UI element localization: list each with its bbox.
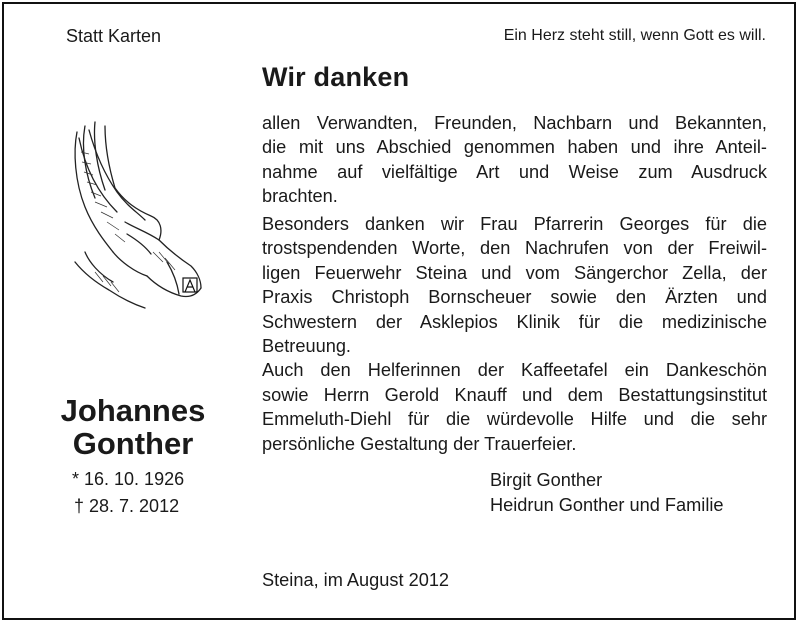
paragraph-line: persönliche Gestaltung der Trauerfeier. [262,433,577,454]
paragraph-line: Besonders danken wir Frau Pfarrerin Georges für die [262,214,767,234]
header-left: Statt Karten [66,26,162,46]
deceased-first-name: Johannes [60,393,206,428]
place-date: Steina, im August 2012 [262,570,450,590]
header-right: Ein Herz steht still, wenn Gott es will. [503,27,766,44]
heading: Wir danken [262,62,410,92]
paragraph-line: Auch den Helferinnen der Kaffeetafel ein Dankeschön [262,360,767,381]
birth-date: * 16. 10. 1926 [72,469,185,489]
paragraph-line: Praxis Christoph Bornscheuer sowie den Ärzten und [262,287,767,308]
paragraph-line: brachten. [262,186,338,207]
paragraph-line: sowie Herrn Gerold Knauff und dem Bestattungsinstitut [262,384,767,405]
paragraph-line: Betreuung. [262,336,351,357]
signature-line: Birgit Gonther [490,470,603,490]
deceased-last-name: Gonther [72,426,194,461]
paragraph-line: nahme auf vielfältige Art und Weise zum Ausdruck [262,161,767,182]
paragraph-special-thanks [262,212,767,456]
paragraph-thanks [262,111,767,209]
paragraph-line: Schwestern der Asklepios Klinik für die medizinische [262,311,767,332]
paragraph-line: trostspendenden Worte, den Nachrufen von der Freiwil- [262,238,767,259]
death-date: † 28. 7. 2012 [74,496,180,516]
paragraph-line: allen Verwandten, Freunden, Nachbarn und Bekannten, [262,113,767,133]
praying-hands-icon [55,112,215,322]
paragraph-line: ligen Feuerwehr Steina und vom Sängerchor Zella, der [262,262,767,283]
paragraph-line: Emmeluth-Diehl für die würdevolle Hilfe und die sehr [262,409,767,430]
signature-line: Heidrun Gonther und Familie [490,495,724,515]
paragraph-line: die mit uns Abschied genommen haben und ihre Anteil- [262,137,767,158]
